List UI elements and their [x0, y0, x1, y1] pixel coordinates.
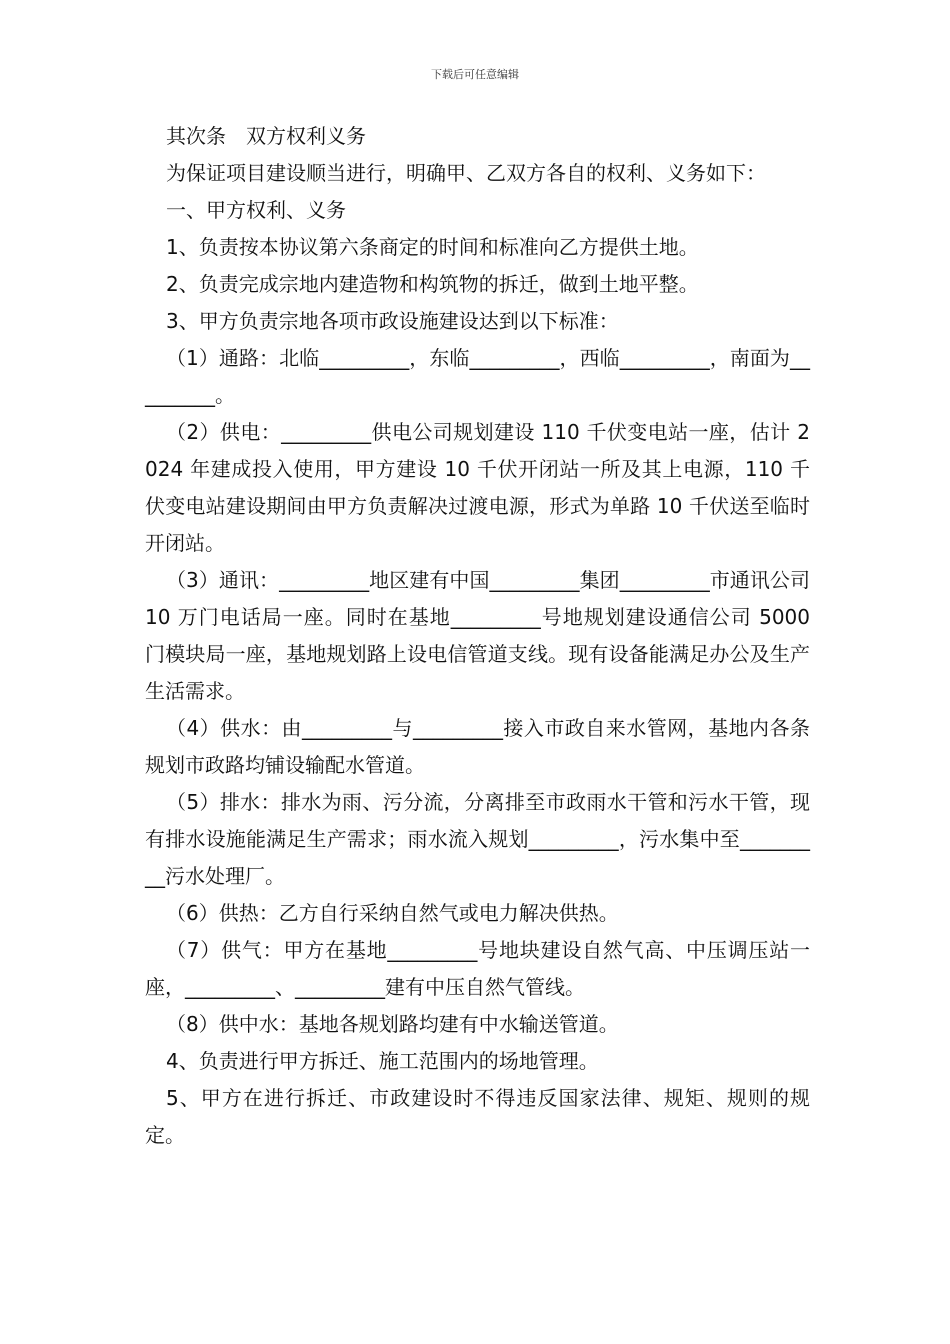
document-body: [145, 118, 817, 1154]
item-reclaimed-water: （8）供中水：基地各规划路均建有中水输送管道。: [166, 1012, 619, 1036]
clause-1: 1、负责按本协议第六条商定的时间和标准向乙方提供土地。: [166, 235, 699, 259]
clause-4: 4、负责进行甲方拆迁、施工范围内的场地管理。: [166, 1049, 599, 1073]
intro-paragraph: 为保证项目建设顺当进行，明确甲、乙双方各自的权利、义务如下：: [166, 161, 766, 185]
item-gas: （7）供气：甲方在基地_________号地块建设自然气高、中压调压站一座，_________、_________建有中压自然气管线。: [145, 938, 810, 999]
section-heading-party-a: 一、甲方权利、义务: [166, 198, 346, 222]
clause-5: 5、甲方在进行拆迁、市政建设时不得违反国家法律、规矩、规则的规定。: [145, 1086, 810, 1147]
item-water-supply: （4）供水：由_________与_________接入市政自来水管网，基地内各条规划市政路均铺设输配水管道。: [145, 716, 810, 777]
clause-3: 3、甲方负责宗地各项市政设施建设达到以下标准：: [166, 309, 619, 333]
item-road: （1）通路：北临_________，东临_________，西临_________，南面为_________。: [145, 346, 810, 407]
article-heading: 其次条 双方权利义务: [166, 124, 366, 148]
item-heating: （6）供热：乙方自行采纳自然气或电力解决供热。: [166, 901, 619, 925]
item-drainage: （5）排水：排水为雨、污分流，分离排至市政雨水干管和污水干管，现有排水设施能满足生产需求；雨水流入规划_________，污水集中至_________污水处理厂。: [145, 790, 810, 888]
item-telecom: （3）通讯：_________地区建有中国_________集团_________市通讯公司 10 万门电话局一座。同时在基地_________号地规划建设通信公司 5000 门模块局一座，基地规划路上设电信管道支线。现有设备能满足办公及生产生活需求。: [145, 568, 817, 703]
item-power: （2）供电：_________供电公司规划建设 110 千伏变电站一座，估计 2024 年建成投入使用，甲方建设 10 千伏开闭站一所及其上电源，110 千伏变电站建设期间由甲方负责解决过渡电源，形式为单路 10 千伏送至临时开闭站。: [145, 420, 810, 555]
clause-2: 2、负责完成宗地内建造物和构筑物的拆迁，做到土地平整。: [166, 272, 699, 296]
page-header: 下载后可任意编辑: [431, 68, 519, 81]
